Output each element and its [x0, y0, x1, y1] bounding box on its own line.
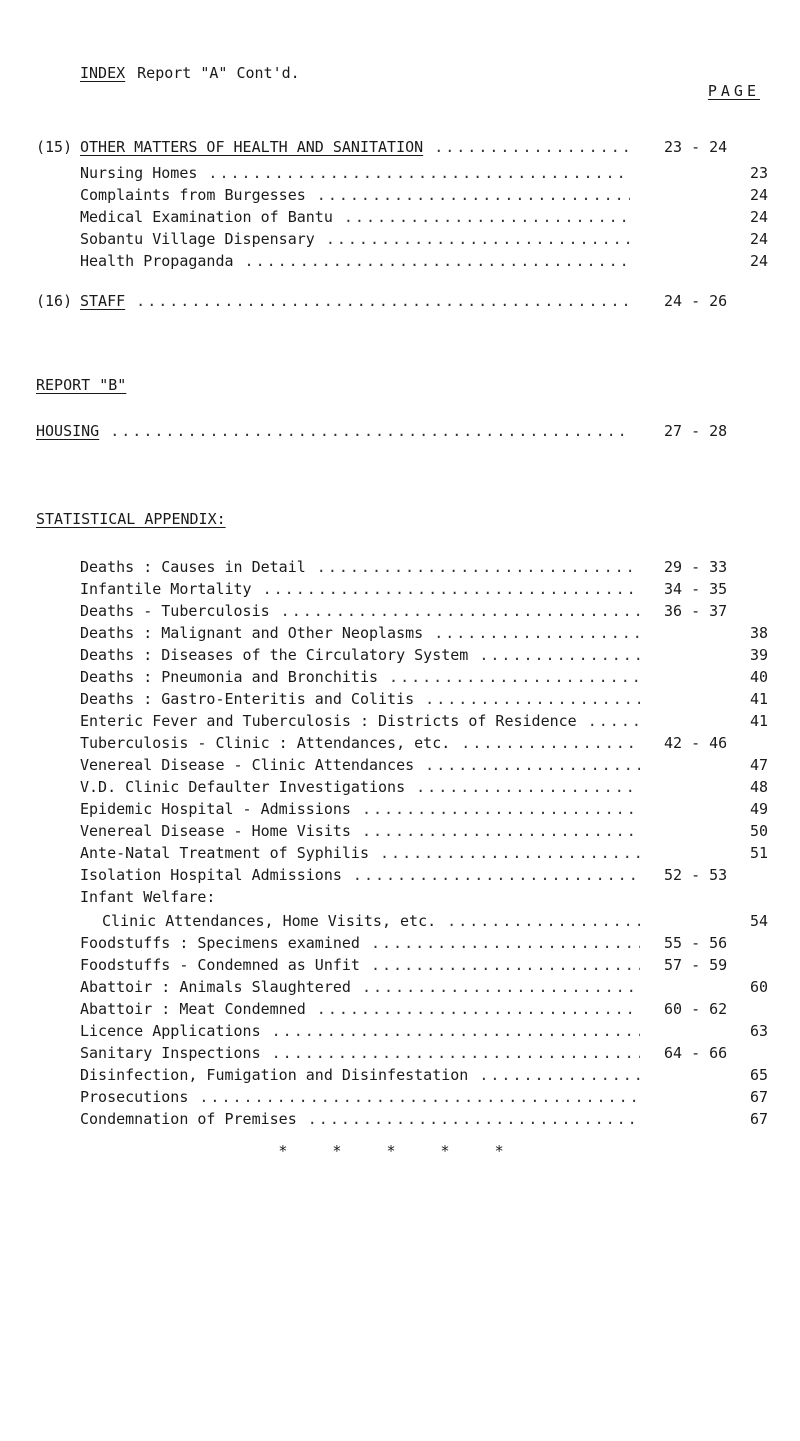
entry-label: Deaths : Causes in Detail ..... [80, 556, 640, 578]
entry-pages: 39 [749, 646, 768, 664]
entry-pages: 23 - 24 [664, 138, 728, 156]
entry-label: Abattoir : Animals Slaughtered ..... [80, 976, 640, 998]
entry-pages: 49 [749, 800, 768, 818]
toc-entry [0, 688, 800, 710]
closing-stars: * * * * * [278, 1142, 522, 1160]
toc-entry [0, 556, 800, 578]
toc-entry [0, 754, 800, 776]
entry-pages: 47 [749, 756, 768, 774]
entry-label: Disinfection, Fumigation and Disinfestation ..... [80, 1064, 640, 1086]
toc-entry [0, 578, 800, 600]
entry-pages: 24 [749, 208, 768, 226]
entry-pages: 57 - 59 [664, 956, 728, 974]
entry-label: Medical Examination of Bantu ..... [80, 206, 630, 228]
toc-entry [0, 732, 800, 754]
entry-pages: 24 [749, 252, 768, 270]
toc-entry [0, 864, 800, 886]
entry-pages: 50 [749, 822, 768, 840]
entry-label: Epidemic Hospital - Admissions ..... [80, 798, 640, 820]
entry-pages: 27 - 28 [664, 422, 728, 440]
entry-pages: 55 - 56 [664, 934, 728, 952]
entry-number: (15) [36, 138, 73, 156]
entry-label: Enteric Fever and Tuberculosis : Districts of Residence ..... [80, 710, 640, 732]
entry-label: Licence Applications ..... [80, 1020, 640, 1042]
toc-entry [0, 1086, 800, 1108]
entry-pages: 41 [749, 690, 768, 708]
entry-label: OTHER MATTERS OF HEALTH AND SANITATION [80, 138, 424, 156]
entry-label: Nursing Homes ..... [80, 162, 630, 184]
toc-entry [0, 644, 800, 666]
entry-pages: 67 [749, 1088, 768, 1106]
page-column-heading: PAGE [707, 82, 760, 100]
entry-label: Condemnation of Premises ..... [80, 1108, 640, 1130]
index-header [80, 62, 300, 84]
infant-welfare-label: Infant Welfare: [80, 888, 216, 906]
entry-label: Deaths : Pneumonia and Bronchitis ..... [80, 666, 640, 688]
toc-entry [0, 954, 800, 976]
toc-entry [0, 1108, 800, 1130]
toc-entry [0, 932, 800, 954]
toc-entry [0, 976, 800, 998]
toc-entry-staff [0, 290, 800, 312]
entry-label: Deaths - Tuberculosis ..... [80, 600, 640, 622]
toc-entry [0, 776, 800, 798]
entry-pages: 34 - 35 [664, 580, 728, 598]
toc-entry [0, 206, 800, 228]
entry-label: Deaths : Diseases of the Circulatory System ..... [80, 644, 640, 666]
toc-entry [0, 666, 800, 688]
toc-entry-housing [0, 420, 800, 442]
toc-entry [0, 250, 800, 272]
entry-pages: 48 [749, 778, 768, 796]
entry-pages: 52 - 53 [664, 866, 728, 884]
entry-pages: 63 [749, 1022, 768, 1040]
entry-label: Foodstuffs : Specimens examined ..... [80, 932, 640, 954]
entry-label: Complaints from Burgesses ..... [80, 184, 630, 206]
entry-pages: 24 [749, 186, 768, 204]
entry-label: Ante-Natal Treatment of Syphilis ..... [80, 842, 640, 864]
entry-label: STAFF [80, 292, 126, 310]
entry-label: Sobantu Village Dispensary ..... [80, 228, 630, 250]
entry-label: Health Propaganda ..... [80, 250, 630, 272]
entry-pages: 54 [749, 912, 768, 930]
entry-pages: 42 - 46 [664, 734, 728, 752]
toc-entry [0, 1020, 800, 1042]
entry-label: Sanitary Inspections ..... [80, 1042, 640, 1064]
toc-entry [0, 1042, 800, 1064]
entry-pages: 24 [749, 230, 768, 248]
entry-pages: 23 [749, 164, 768, 182]
entry-label: V.D. Clinic Defaulter Investigations ..... [80, 776, 640, 798]
entry-pages: 67 [749, 1110, 768, 1128]
entry-pages: 60 [749, 978, 768, 996]
index-label: INDEX [80, 64, 126, 82]
entry-label: Abattoir : Meat Condemned ..... [80, 998, 640, 1020]
entry-number: (16) [36, 292, 73, 310]
entry-label: Tuberculosis - Clinic : Attendances, etc. ..... [80, 732, 640, 754]
toc-entry [0, 842, 800, 864]
entry-label: Infantile Mortality ..... [80, 578, 640, 600]
entry-pages: 29 - 33 [664, 558, 728, 576]
entry-label: Deaths : Malignant and Other Neoplasms ..... [80, 622, 640, 644]
toc-entry [0, 162, 800, 184]
entry-label: Deaths : Gastro-Enteritis and Colitis ..... [80, 688, 640, 710]
toc-entry [0, 998, 800, 1020]
entry-label: Venereal Disease - Home Visits ..... [80, 820, 640, 842]
entry-pages: 65 [749, 1066, 768, 1084]
entry-label: Prosecutions ..... [80, 1086, 640, 1108]
toc-entry-other-matters [0, 136, 800, 158]
toc-entry [0, 622, 800, 644]
entry-pages: 41 [749, 712, 768, 730]
toc-entry [0, 184, 800, 206]
entry-pages: 36 - 37 [664, 602, 728, 620]
entry-label: Venereal Disease - Clinic Attendances ..... [80, 754, 640, 776]
toc-entry [0, 710, 800, 732]
entry-label: Isolation Hospital Admissions ..... [80, 864, 640, 886]
entry-pages: 60 - 62 [664, 1000, 728, 1018]
entry-label: HOUSING [36, 422, 100, 440]
header-title: Report "A" Cont'd. [137, 64, 300, 82]
entry-label: Clinic Attendances, Home Visits, etc. ..... [102, 910, 640, 932]
entry-pages: 40 [749, 668, 768, 686]
entry-label: Foodstuffs - Condemned as Unfit ..... [80, 954, 640, 976]
toc-entry [0, 600, 800, 622]
entry-pages: 64 - 66 [664, 1044, 728, 1062]
statistical-appendix-heading: STATISTICAL APPENDIX: [36, 510, 226, 528]
toc-entry [0, 1064, 800, 1086]
report-b-heading: REPORT "B" [36, 376, 127, 394]
entry-pages: 38 [749, 624, 768, 642]
toc-entry [0, 910, 800, 932]
entry-pages: 51 [749, 844, 768, 862]
toc-entry [0, 798, 800, 820]
entry-pages: 24 - 26 [664, 292, 728, 310]
toc-entry [0, 228, 800, 250]
toc-entry [0, 820, 800, 842]
